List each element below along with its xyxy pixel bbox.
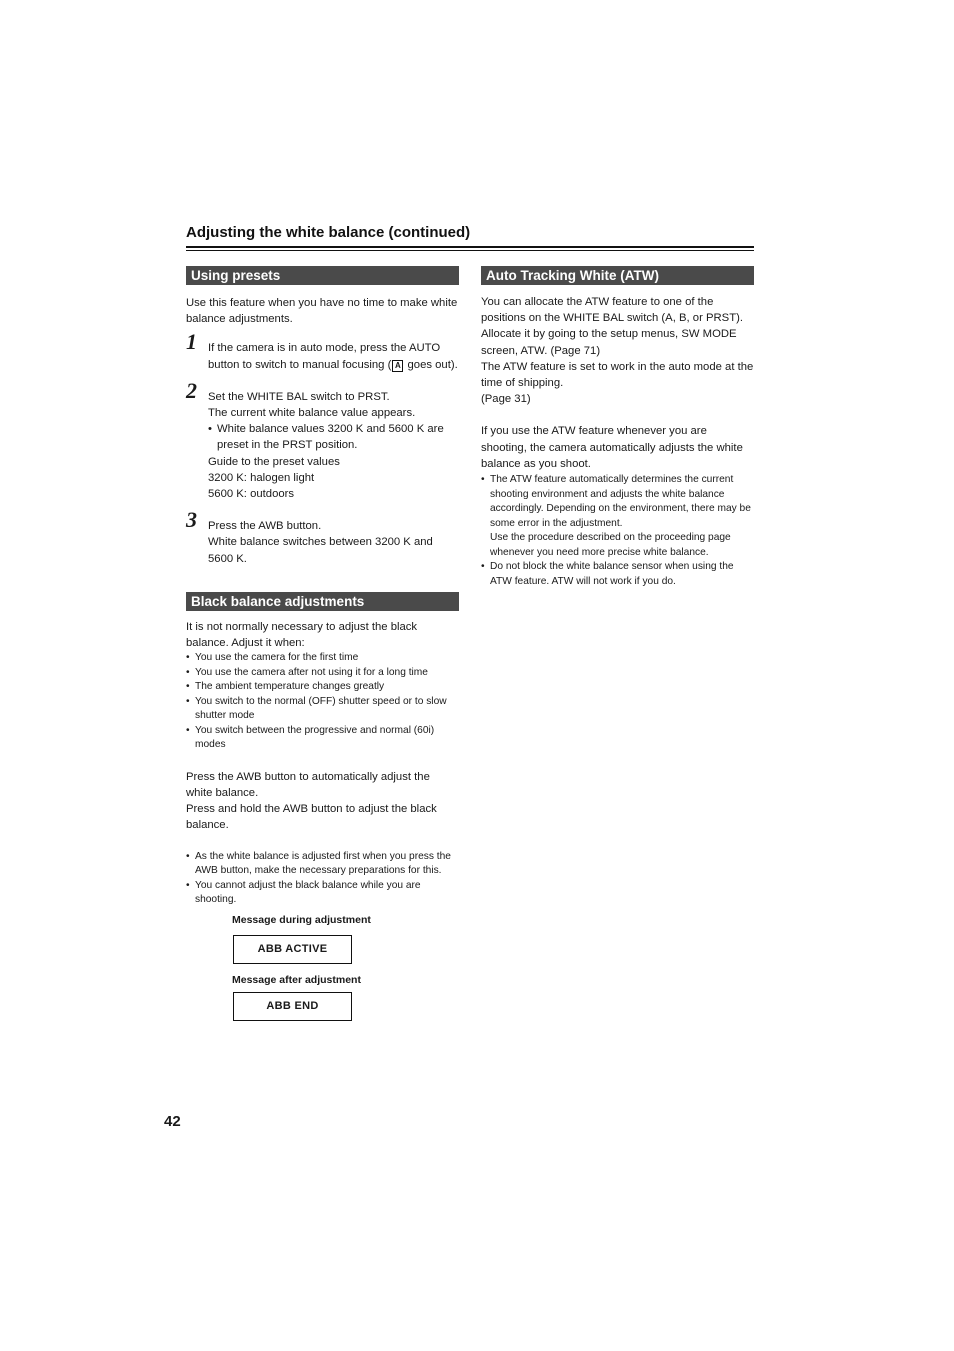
black-conditions-list: [186, 651, 459, 753]
list-item: • White balance values 3200 K and 5600 K are preset in the PRST position.: [208, 421, 459, 453]
guide-title: Guide to the preset values: [208, 455, 340, 468]
step-number: 1: [186, 329, 197, 355]
message-after-box: ABB END: [233, 992, 352, 1021]
message-during-label: Message during adjustment: [232, 913, 371, 926]
step-1-text-after: goes out).: [404, 358, 458, 371]
atw-para-2: The ATW feature is set to work in the auto mode at the time of shipping.: [481, 360, 754, 390]
auto-mode-icon: A: [392, 360, 403, 372]
black-intro: It is not normally necessary to adjust the black balance. Adjust it when:: [186, 620, 418, 650]
list-item: • As the white balance is adjusted first when you press the AWB button, make the necessary preparations for this.: [186, 850, 459, 879]
black-para-2: Press and hold the AWB button to adjust the black balance.: [186, 803, 437, 832]
header-rule-thin: [186, 250, 754, 251]
list-item: • Do not block the white balance sensor when using the ATW feature. ATW will not work if you do.: [481, 560, 754, 589]
step-2-line1: Set the WHITE BAL switch to PRST.: [208, 390, 390, 403]
atw-para-1: You can allocate the ATW feature to one of the positions on the WHITE BAL switch (A, B, or PRST). Allocate it by going to the setup menus, SW MODE screen, ATW. (Page 71): [481, 296, 744, 357]
list-item: • You cannot adjust the black balance while you are shooting.: [186, 879, 459, 908]
step-2-text: [208, 389, 459, 502]
step-1-text-before: If the camera is in auto mode, press the AUTO button to switch to manual focusing (: [208, 342, 441, 371]
step-3: [186, 507, 459, 567]
page-header: Adjusting the white balance (continued): [186, 224, 471, 241]
list-item: • You switch between the progressive and normal (60i) modes: [186, 724, 459, 753]
list-item: • You use the camera after not using it for a long time: [186, 666, 459, 681]
black-notes-list: [186, 850, 459, 908]
atw-note-1b: Use the procedure described on the proceeding page whenever you need more precise white balance.: [490, 532, 731, 558]
step-2-line2: The current white balance value appears.: [208, 407, 416, 420]
list-item: • You switch to the normal (OFF) shutter speed or to slow shutter mode: [186, 695, 459, 724]
step-2: [186, 377, 459, 502]
message-after-label: Message after adjustment: [232, 973, 361, 986]
section-title-black-balance: Black balance adjustments: [186, 592, 459, 611]
guide-5600k: 5600 K: outdoors: [208, 488, 295, 501]
step-number: 3: [186, 507, 197, 533]
atw-para-4: If you use the ATW feature whenever you are shooting, the camera automatically adjusts the white balance as you shoot.: [481, 425, 743, 470]
message-during-box: ABB ACTIVE: [233, 935, 352, 964]
step-3-line2: White balance switches between 3200 K and 5600 K.: [208, 536, 433, 565]
black-para-1: Press the AWB button to automatically adjust the white balance.: [186, 770, 430, 799]
list-item: • The ambient temperature changes greatly: [186, 680, 459, 695]
header-rule: [186, 246, 754, 248]
atw-note-1: The ATW feature automatically determines the current shooting environment and adjusts the white balance accordingly. Depending on the environment, there may be some error in the adjustment.: [490, 474, 751, 529]
atw-notes-list: [481, 473, 754, 589]
guide-3200k: 3200 K: halogen light: [208, 471, 315, 484]
step-1-text: [208, 340, 459, 372]
step-1: [186, 329, 459, 372]
atw-para-3: (Page 31): [481, 393, 531, 406]
left-column: [186, 266, 459, 1021]
presets-intro: Use this feature when you have no time to make white balance adjustments.: [186, 297, 458, 326]
section-title-using-presets: Using presets: [186, 266, 459, 285]
page-number: 42: [164, 1113, 181, 1130]
step-2-bullets: [208, 421, 459, 453]
step-3-line1: Press the AWB button.: [208, 520, 322, 533]
step-3-text: [208, 518, 459, 567]
list-item: • You use the camera for the first time: [186, 651, 459, 666]
right-column: [481, 266, 754, 589]
step-number: 2: [186, 377, 197, 403]
list-item: [481, 473, 754, 560]
section-title-atw: Auto Tracking White (ATW): [481, 266, 754, 285]
